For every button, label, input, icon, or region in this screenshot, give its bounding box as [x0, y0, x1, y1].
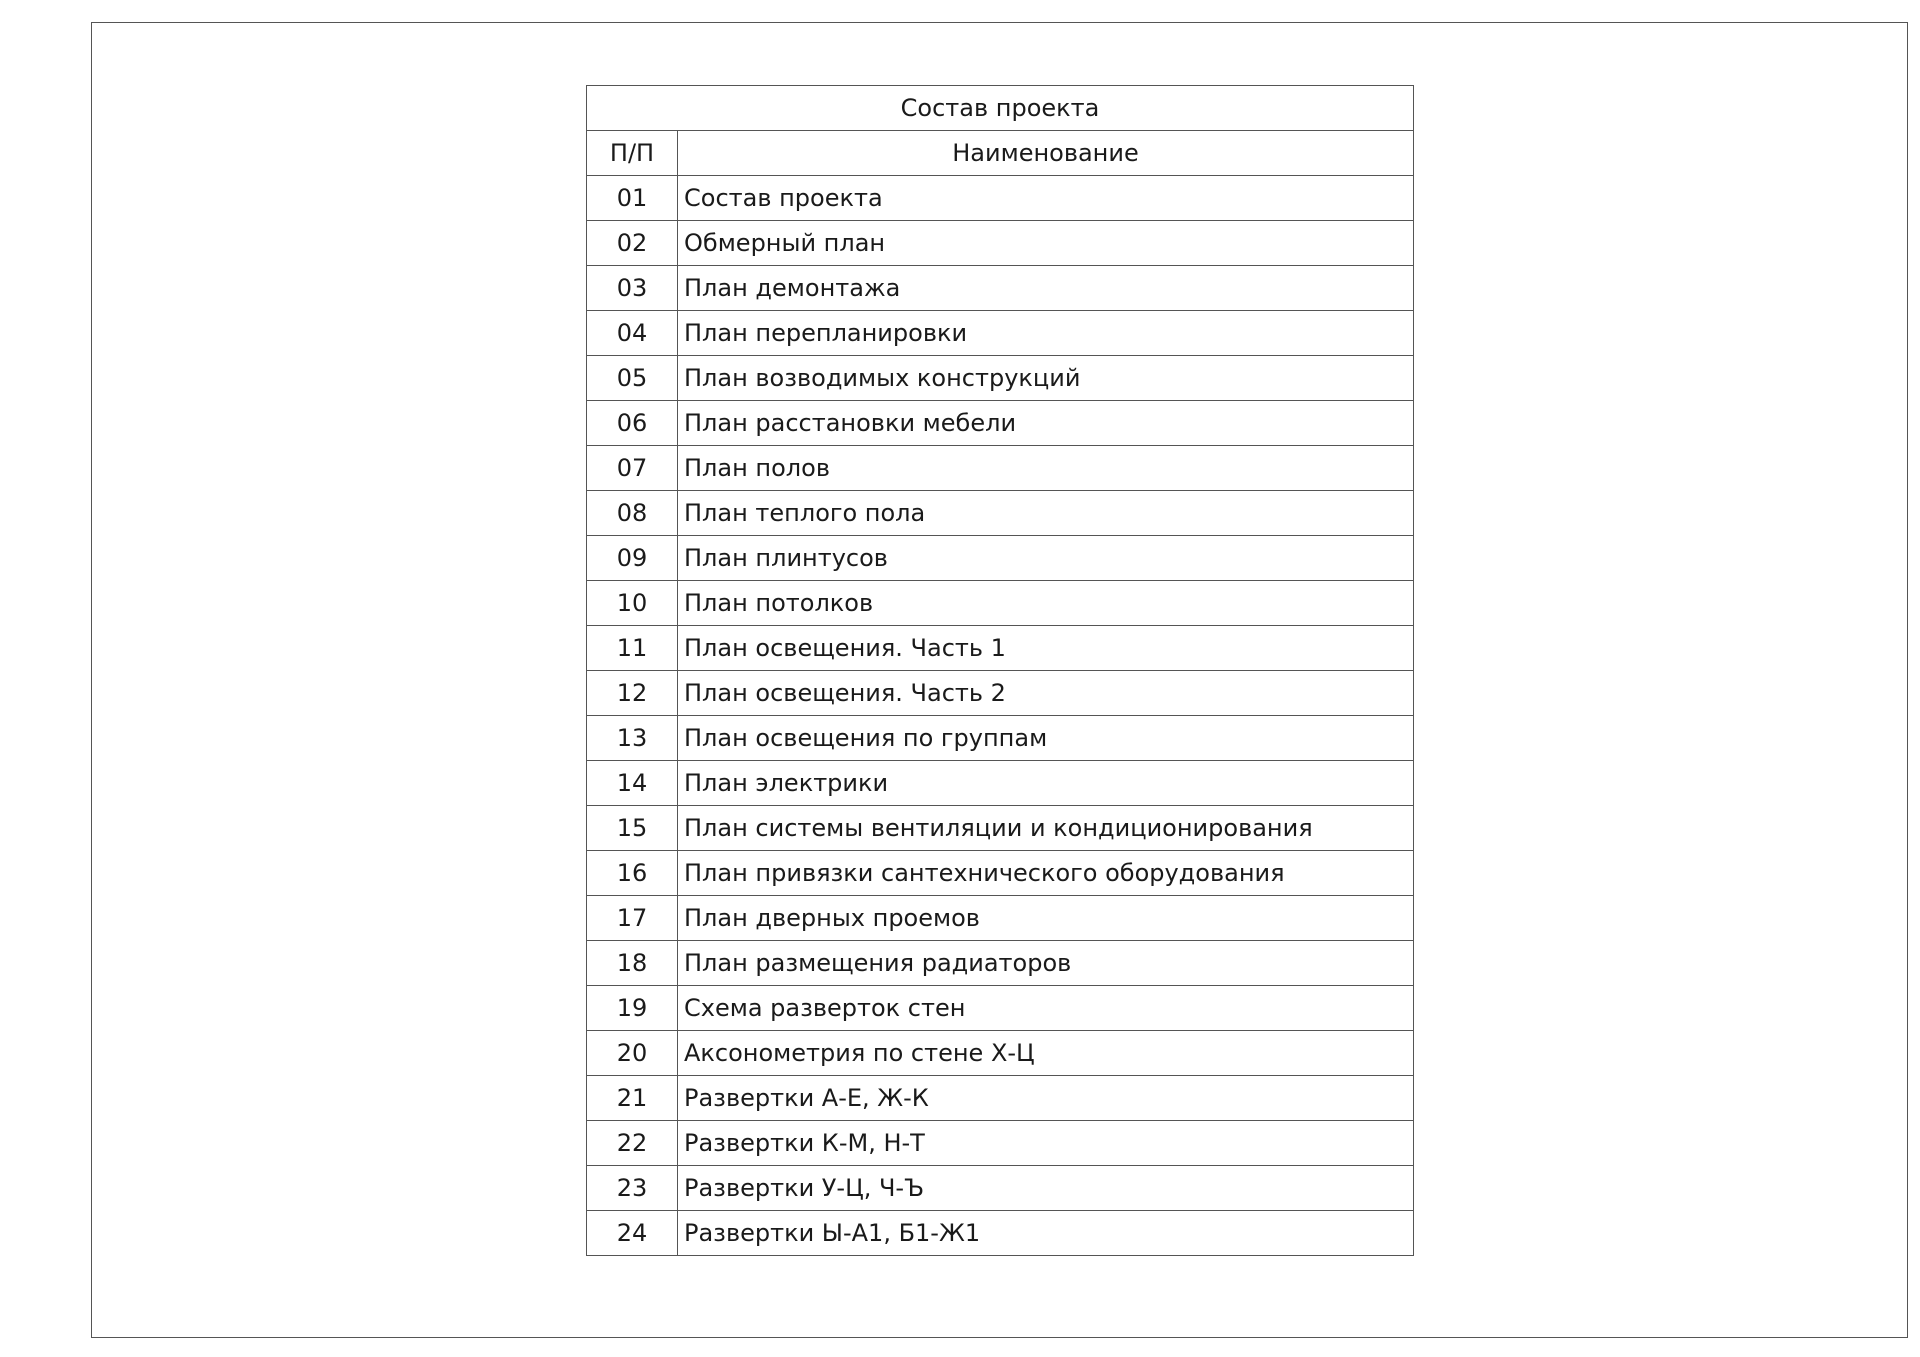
- row-number: 24: [587, 1211, 678, 1256]
- row-number: 02: [587, 221, 678, 266]
- header-name: Наименование: [678, 131, 1414, 176]
- table-row: [587, 311, 1414, 356]
- row-number: 17: [587, 896, 678, 941]
- row-number: 18: [587, 941, 678, 986]
- table-row: [587, 671, 1414, 716]
- table-row: [587, 806, 1414, 851]
- row-number: 20: [587, 1031, 678, 1076]
- row-number: 01: [587, 176, 678, 221]
- table-row: [587, 626, 1414, 671]
- row-name: План системы вентиляции и кондиционирования: [678, 806, 1414, 851]
- row-name: План освещения. Часть 2: [678, 671, 1414, 716]
- table-row: [587, 1166, 1414, 1211]
- row-name: План полов: [678, 446, 1414, 491]
- row-name: План демонтажа: [678, 266, 1414, 311]
- table-row: [587, 941, 1414, 986]
- table-row: [587, 851, 1414, 896]
- row-number: 19: [587, 986, 678, 1031]
- row-name: План плинтусов: [678, 536, 1414, 581]
- table-title-row: [587, 86, 1414, 131]
- table-row: [587, 446, 1414, 491]
- row-name: Состав проекта: [678, 176, 1414, 221]
- row-name: План освещения. Часть 1: [678, 626, 1414, 671]
- row-name: Развертки У-Ц, Ч-Ъ: [678, 1166, 1414, 1211]
- table-row: [587, 1031, 1414, 1076]
- row-number: 21: [587, 1076, 678, 1121]
- table-row: [587, 401, 1414, 446]
- row-name: План потолков: [678, 581, 1414, 626]
- row-name: План дверных проемов: [678, 896, 1414, 941]
- table-row: [587, 986, 1414, 1031]
- row-name: План возводимых конструкций: [678, 356, 1414, 401]
- table-row: [587, 896, 1414, 941]
- table-header-row: [587, 131, 1414, 176]
- table-row: [587, 176, 1414, 221]
- table-row: [587, 536, 1414, 581]
- row-name: План привязки сантехнического оборудования: [678, 851, 1414, 896]
- row-number: 09: [587, 536, 678, 581]
- table-row: [587, 1121, 1414, 1166]
- row-name: План размещения радиаторов: [678, 941, 1414, 986]
- project-contents-table: [586, 85, 1414, 1256]
- table-row: [587, 491, 1414, 536]
- row-number: 23: [587, 1166, 678, 1211]
- row-name: План перепланировки: [678, 311, 1414, 356]
- row-name: План электрики: [678, 761, 1414, 806]
- row-name: Развертки А-Е, Ж-К: [678, 1076, 1414, 1121]
- table-row: [587, 266, 1414, 311]
- row-number: 10: [587, 581, 678, 626]
- row-number: 04: [587, 311, 678, 356]
- header-number: П/П: [587, 131, 678, 176]
- row-number: 16: [587, 851, 678, 896]
- row-name: План теплого пола: [678, 491, 1414, 536]
- row-number: 05: [587, 356, 678, 401]
- table-row: [587, 716, 1414, 761]
- row-number: 12: [587, 671, 678, 716]
- row-number: 08: [587, 491, 678, 536]
- row-name: План расстановки мебели: [678, 401, 1414, 446]
- table-row: [587, 221, 1414, 266]
- table-title: Состав проекта: [587, 86, 1414, 131]
- row-name: Схема разверток стен: [678, 986, 1414, 1031]
- table-row: [587, 1076, 1414, 1121]
- row-number: 15: [587, 806, 678, 851]
- table-row: [587, 356, 1414, 401]
- row-number: 06: [587, 401, 678, 446]
- row-name: Развертки К-М, Н-Т: [678, 1121, 1414, 1166]
- row-number: 13: [587, 716, 678, 761]
- row-name: План освещения по группам: [678, 716, 1414, 761]
- table-row: [587, 1211, 1414, 1256]
- row-number: 22: [587, 1121, 678, 1166]
- table-row: [587, 581, 1414, 626]
- row-name: Обмерный план: [678, 221, 1414, 266]
- table-row: [587, 761, 1414, 806]
- row-name: Развертки Ы-А1, Б1-Ж1: [678, 1211, 1414, 1256]
- row-number: 11: [587, 626, 678, 671]
- row-number: 07: [587, 446, 678, 491]
- row-name: Аксонометрия по стене Х-Ц: [678, 1031, 1414, 1076]
- row-number: 14: [587, 761, 678, 806]
- row-number: 03: [587, 266, 678, 311]
